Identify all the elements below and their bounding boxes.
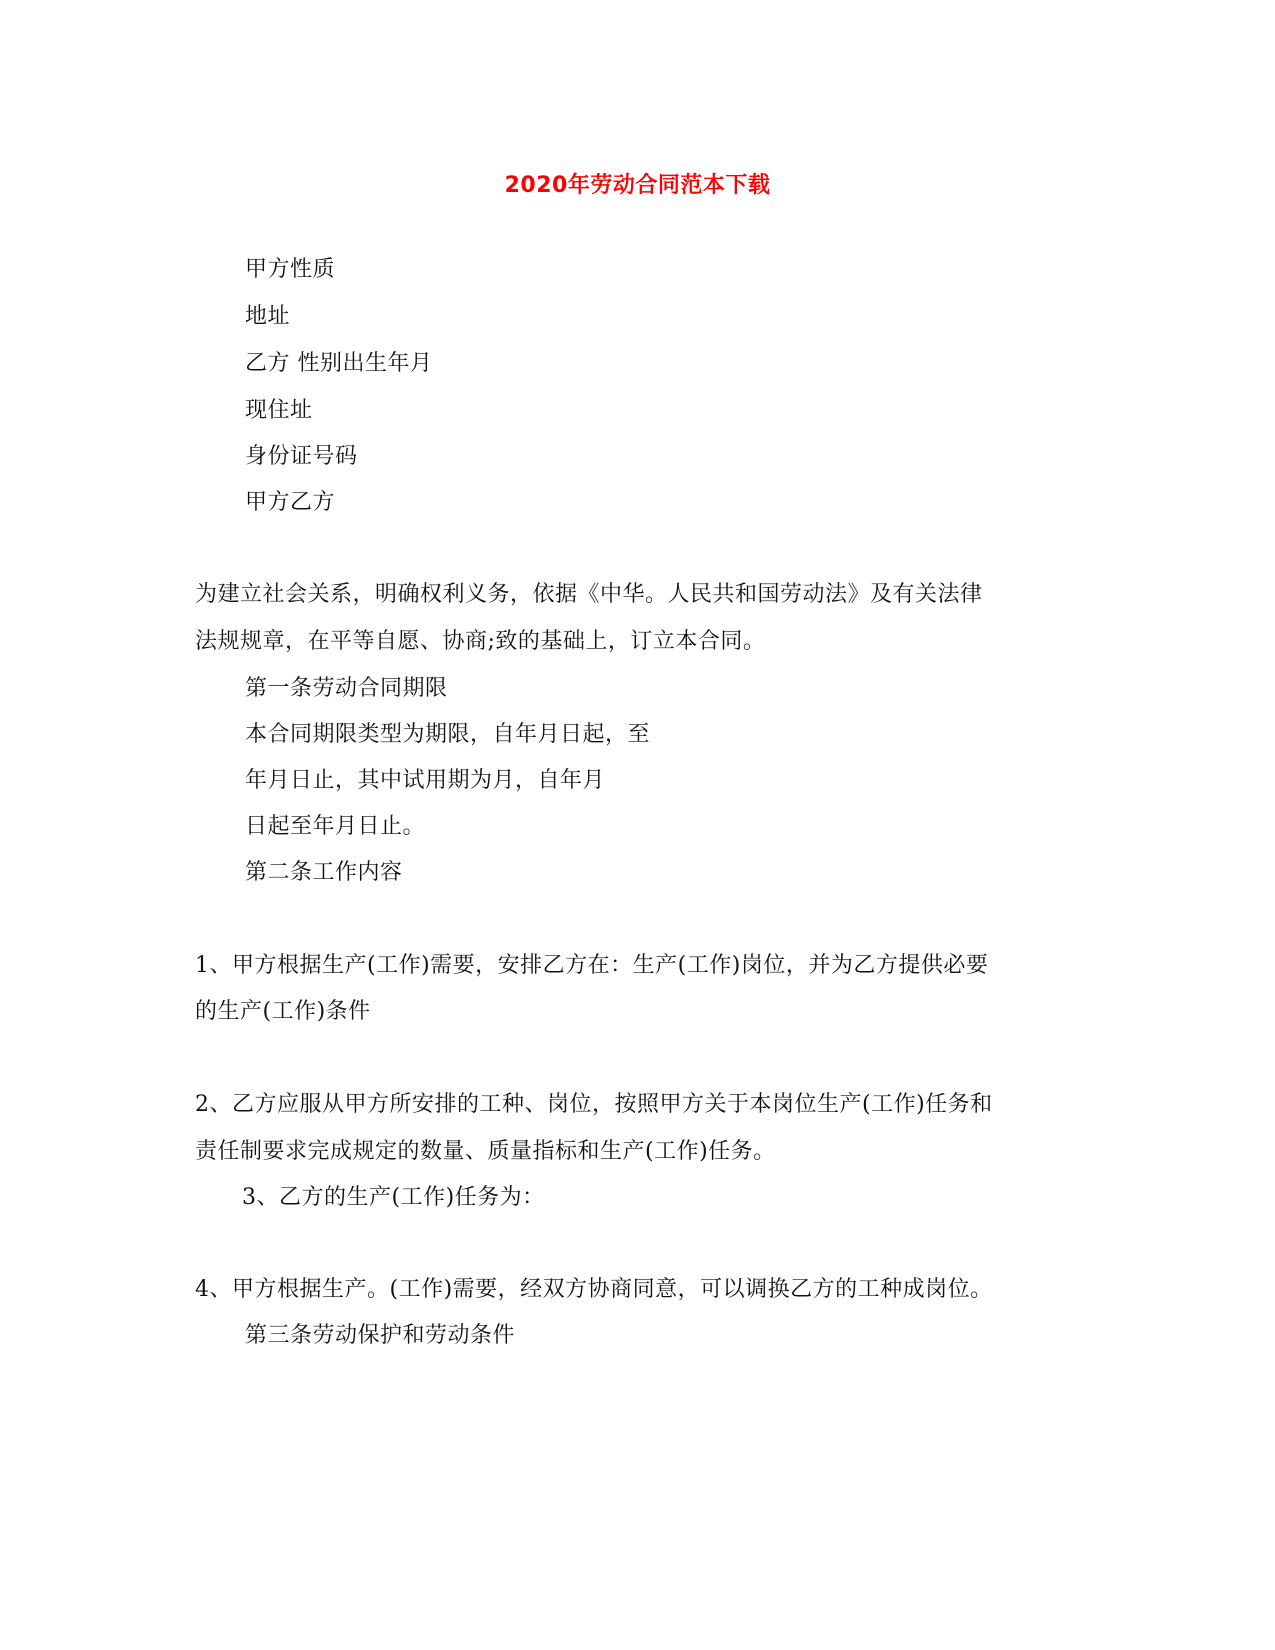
paragraph-intro-line-2: 法规规章，在平等自愿、协商;致的基础上，订立本合同。 — [195, 629, 766, 654]
clause-1-line-1: 1、甲方根据生产(工作)需要，安排乙方在：生产(工作)岗位，并为乙方提供必要 — [195, 953, 989, 978]
field-party-b: 乙方 性别出生年月 — [245, 351, 433, 376]
clause-2-line-1: 2、乙方应服从甲方所安排的工种、岗位，按照甲方关于本岗位生产(工作)任务和 — [195, 1092, 993, 1117]
field-party-a-nature: 甲方性质 — [245, 257, 336, 282]
field-current-address: 现住址 — [245, 398, 313, 423]
field-parties: 甲方乙方 — [245, 490, 336, 515]
paragraph-intro-line-1: 为建立社会关系，明确权利义务，依据《中华。人民共和国劳动法》及有关法律 — [195, 582, 983, 607]
document-title: 2020年劳动合同范本下载 — [504, 173, 771, 198]
clause-4: 4、甲方根据生产。(工作)需要，经双方协商同意，可以调换乙方的工种成岗位。 — [195, 1277, 993, 1302]
clause-3: 3、乙方的生产(工作)任务为： — [242, 1185, 545, 1210]
clause-1-line-2: 的生产(工作)条件 — [195, 999, 371, 1024]
clause-2-line-2: 责任制要求完成规定的数量、质量指标和生产(工作)任务。 — [195, 1139, 776, 1164]
article-1-line-3: 日起至年月日止。 — [245, 814, 426, 839]
article-1-line-2: 年月日止，其中试用期为月，自年月 — [245, 768, 606, 793]
article-3-heading: 第三条劳动保护和劳动条件 — [245, 1323, 516, 1348]
field-address: 地址 — [245, 304, 291, 329]
article-2-heading: 第二条工作内容 — [245, 860, 403, 885]
article-1-line-1: 本合同期限类型为期限，自年月日起，至 — [245, 722, 651, 747]
field-id-number: 身份证号码 — [245, 444, 358, 469]
article-1-heading: 第一条劳动合同期限 — [245, 676, 448, 701]
